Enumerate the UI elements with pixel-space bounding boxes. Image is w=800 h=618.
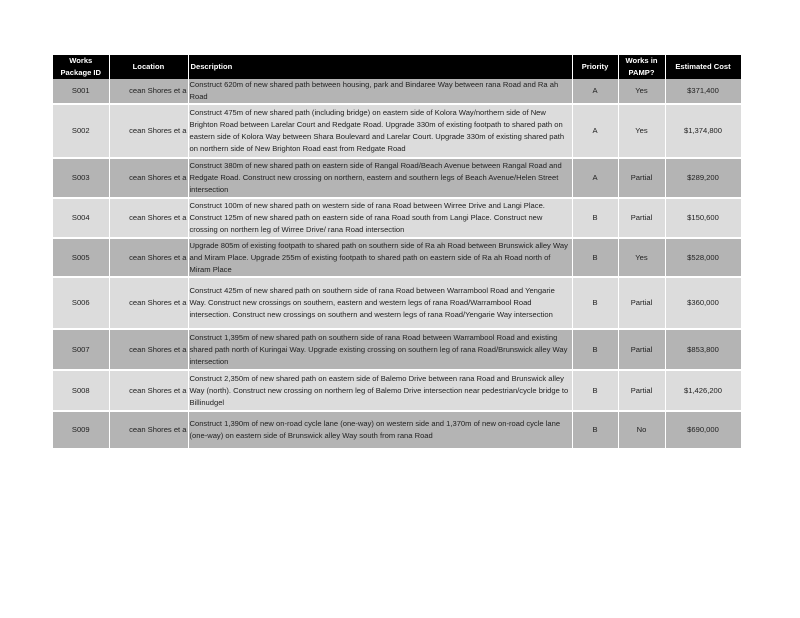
table-row [53,411,741,449]
cell-id: S008 [53,370,109,411]
header-priority: Priority [572,55,618,79]
table-row [53,329,741,370]
cell-pamp: Yes [618,79,665,104]
cell-pamp: Partial [618,329,665,370]
cell-location: cean Shores et a [109,158,188,198]
cell-priority: B [572,329,618,370]
cell-cost: $1,426,200 [665,370,741,411]
header-estimated-cost: Estimated Cost [665,55,741,79]
cell-pamp: Yes [618,238,665,277]
cell-description: Construct 1,395m of new shared path on southern side of rana Road between Warrambool Road and existing shared path north of Kuringai Way. Upgrade existing crossing on southern leg of rana Road/Brunswick alley Way intersection [188,329,572,370]
cell-priority: A [572,158,618,198]
table-header-row [53,55,741,79]
cell-cost: $853,800 [665,329,741,370]
table-row [53,198,741,238]
header-works-in-pamp: Works in PAMP? [618,55,665,79]
cell-cost: $371,400 [665,79,741,104]
cell-id: S005 [53,238,109,277]
header-works-package-id: Works Package ID [53,55,109,79]
cell-cost: $690,000 [665,411,741,449]
cell-description: Construct 475m of new shared path (including bridge) on eastern side of Kolora Way/northern side of New Brighton Road between Larelar Court and Redgate Road. Upgrade 330m of existing footpath to shared path on eastern side of Kolora Way between Shara Boulevard and Larelar Court. Upgrade 330m of existing shared path on northern side of New Brighton Road east from Redgate Road [188,104,572,158]
cell-cost: $528,000 [665,238,741,277]
cell-id: S007 [53,329,109,370]
cell-priority: B [572,411,618,449]
cell-pamp: Partial [618,198,665,238]
cell-priority: B [572,277,618,329]
table-row [53,104,741,158]
cell-description: Construct 2,350m of new shared path on eastern side of Balemo Drive between rana Road and Brunswick alley Way (north). Construct new crossing on northern leg of Balemo Drive intersection near pedestrian/cycle bridge to Billinudgel [188,370,572,411]
works-package-table [53,55,742,450]
cell-location: cean Shores et a [109,411,188,449]
cell-description: Construct 620m of new shared path between housing, park and Bindaree Way between rana Road and Ra ah Road [188,79,572,104]
cell-cost: $289,200 [665,158,741,198]
cell-priority: B [572,198,618,238]
cell-description: Construct 1,390m of new on-road cycle lane (one-way) on western side and 1,370m of new on-road cycle lane (one-way) on eastern side of Brunswick alley Way south from rana Road [188,411,572,449]
cell-pamp: Partial [618,277,665,329]
cell-location: cean Shores et a [109,79,188,104]
cell-description: Upgrade 805m of existing footpath to shared path on southern side of Ra ah Road between Brunswick alley Way and Miram Place. Upgrade 255m of existing footpath to shared path on eastern side of Ra ah Road north of Miram Place [188,238,572,277]
cell-location: cean Shores et a [109,104,188,158]
cell-description: Construct 100m of new shared path on western side of rana Road between Wirree Drive and Langi Place. Construct 125m of new shared path on eastern side of rana Road south from Langi Place. Construct new crossing on northern leg of Wirree Drive/ rana Road intersection [188,198,572,238]
cell-pamp: Yes [618,104,665,158]
cell-location: cean Shores et a [109,238,188,277]
cell-priority: B [572,238,618,277]
cell-id: S003 [53,158,109,198]
cell-cost: $360,000 [665,277,741,329]
cell-pamp: Partial [618,370,665,411]
cell-location: cean Shores et a [109,277,188,329]
cell-id: S004 [53,198,109,238]
cell-cost: $150,600 [665,198,741,238]
cell-priority: A [572,104,618,158]
cell-location: cean Shores et a [109,329,188,370]
table-row [53,277,741,329]
table-row [53,79,741,104]
cell-id: S002 [53,104,109,158]
cell-location: cean Shores et a [109,198,188,238]
table-row [53,158,741,198]
cell-id: S001 [53,79,109,104]
cell-cost: $1,374,800 [665,104,741,158]
cell-priority: B [572,370,618,411]
cell-location: cean Shores et a [109,370,188,411]
table-row [53,238,741,277]
cell-priority: A [572,79,618,104]
table-row [53,370,741,411]
cell-description: Construct 425m of new shared path on southern side of rana Road between Warrambool Road and Yengarie Way. Construct new crossings on southern, eastern and western legs of rana Road/Warrambool Road intersection. Construct new crossings on southern and western legs of rana Road/Yengarie Way intersection [188,277,572,329]
cell-pamp: Partial [618,158,665,198]
cell-id: S009 [53,411,109,449]
cell-description: Construct 380m of new shared path on eastern side of Rangal Road/Beach Avenue between Rangal Road and Redgate Road. Construct new crossing on northern, eastern and southern legs of Beach Avenue/Helen Street intersection [188,158,572,198]
cell-id: S006 [53,277,109,329]
header-description: Description [188,55,572,79]
header-location: Location [109,55,188,79]
cell-pamp: No [618,411,665,449]
